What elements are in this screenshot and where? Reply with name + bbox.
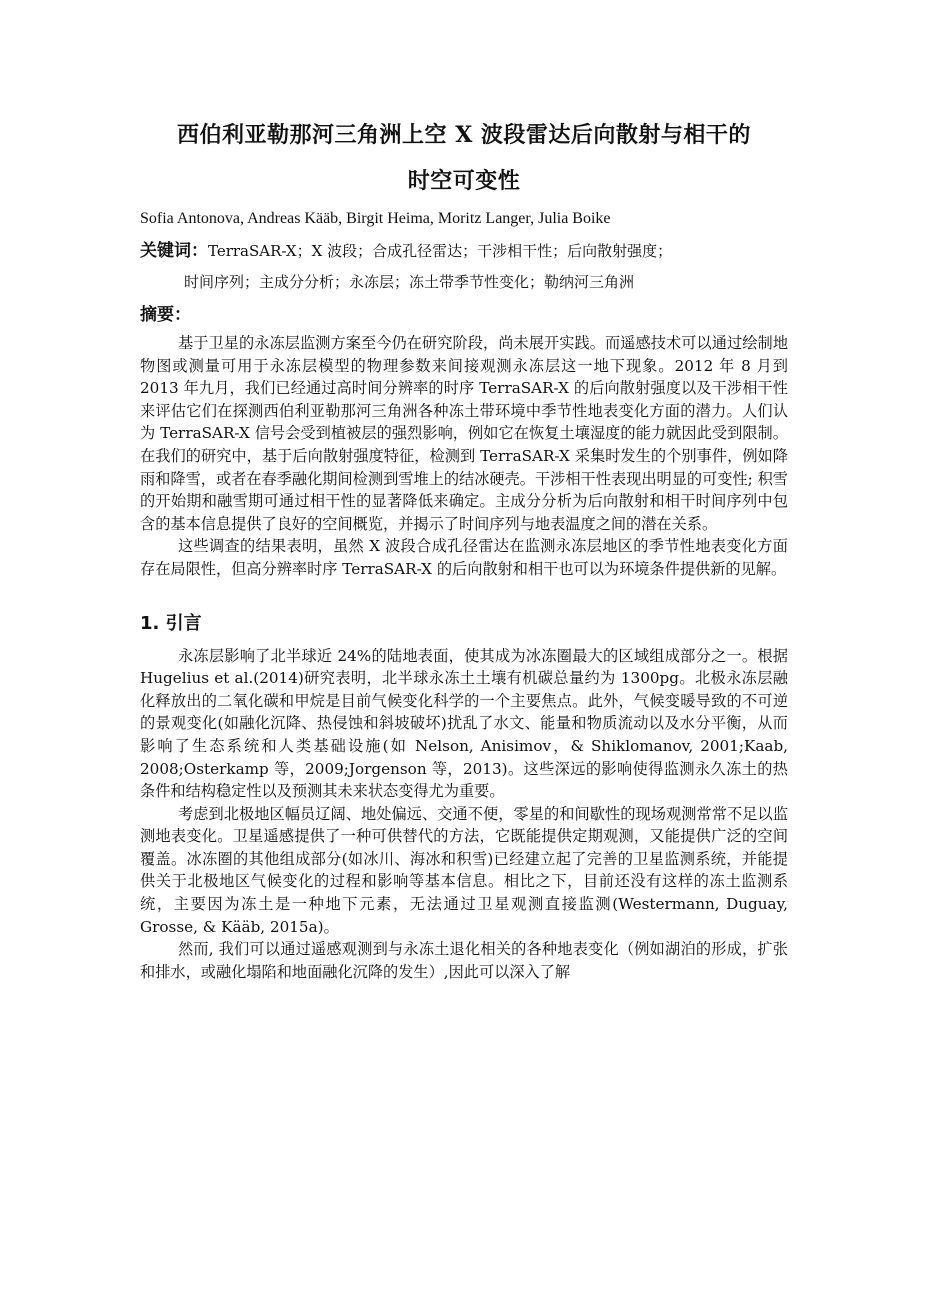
title-line-1: 西伯利亚勒那河三角洲上空 X 波段雷达后向散射与相干的 bbox=[177, 122, 751, 148]
paper-title bbox=[140, 112, 788, 204]
abstract-paragraph-1: 基于卫星的永冻层监测方案至今仍在研究阶段，尚未展开实践。而遥感技术可以通过绘制地物图或测量可用于永冻层模型的物理参数来间接观测永冻层这一地下现象。2012 年 8 月到 2013 年九月，我们已经通过高时间分辨率的时序 TerraSAR-X 的后向散射强度以及干涉相干性来评估它们在探测西伯利亚勒那河三角洲各种冻土带环境中季节性地表变化方面的潜力。人们认为 TerraSAR-X 信号会受到植被层的强烈影响，例如它在恢复土壤湿度的能力就因此受到限制。在我们的研究中，基于后向散射强度特征，检测到 TerraSAR-X 采集时发生的个别事件，例如降雨和降雪，或者在春季融化期间检测到雪堆上的结冰硬壳。干涉相干性表现出明显的可变性; 积雪的开始期和融雪期可通过相干性的显著降低来确定。主成分分析为后向散射和相干时间序列中包含的基本信息提供了良好的空间概览，并揭示了时间序列与地表温度之间的潜在关系。 bbox=[140, 334, 788, 533]
keywords-label: 关键词： bbox=[140, 241, 208, 261]
keywords-block bbox=[140, 236, 788, 298]
keywords-text-2: 时间序列；主成分分析；永冻层；冻土带季节性变化；勒纳河三角洲 bbox=[184, 273, 635, 291]
author-list: Sofia Antonova, Andreas Kääb, Birgit Heima, Moritz Langer, Julia Boike bbox=[140, 210, 611, 227]
intro-paragraph-3: 然而, 我们可以通过遥感观测到与永冻土退化相关的各种地表变化（例如湖泊的形成，扩张和排水，或融化塌陷和地面融化沉降的发生）,因此可以深入了解 bbox=[140, 940, 788, 981]
keywords-text-1: TerraSAR-X；X 波段；合成孔径雷达；干涉相干性；后向散射强度； bbox=[208, 242, 673, 260]
abstract-label: 摘要： bbox=[140, 305, 191, 325]
section-heading-introduction: 1. 引言 bbox=[140, 612, 202, 634]
title-line-2: 时空可变性 bbox=[407, 168, 521, 194]
paper-page bbox=[140, 112, 788, 983]
intro-paragraph-1: 永冻层影响了北半球近 24%的陆地表面，使其成为冰冻圈最大的区域组成部分之一。根据 Hugelius et al.(2014)研究表明，北半球永冻土土壤有机碳总量约为 1300pg。北极永冻层融化释放出的二氧化碳和甲烷是目前气候变化科学的一个主要焦点。此外，气候变暖导致的不可逆的景观变化(如融化沉降、热侵蚀和斜坡破坏)扰乱了水文、能量和物质流动以及水分平衡，从而影响了生态系统和人类基础设施(如 Nelson, Anisimov，& Shiklomanov, 2001;Kaab, 2008;Osterkamp 等，2009;Jorgenson 等，2013)。这些深远的影响使得监测永久冻土的热条件和结构稳定性以及预测其未来状态变得尤为重要。 bbox=[140, 646, 788, 801]
abstract-paragraph-2: 这些调查的结果表明，虽然 X 波段合成孔径雷达在监测永冻层地区的季节性地表变化方面存在局限性，但高分辨率时序 TerraSAR-X 的后向散射和相干也可以为环境条件提供新的见解。 bbox=[140, 537, 788, 578]
intro-paragraph-2: 考虑到北极地区幅员辽阔、地处偏远、交通不便，零星的和间歇性的现场观测常常不足以监测地表变化。卫星遥感提供了一种可供替代的方法，它既能提供定期观测，又能提供广泛的空间覆盖。冰冻圈的其他组成部分(如冰川、海冰和积雪)已经建立起了完善的卫星监测系统，并能提供关于北极地区气候变化的过程和影响等基本信息。相比之下，目前还没有这样的冻土监测系统，主要因为冻土是一种地下元素，无法通过卫星观测直接监测(Westermann, Duguay, Grosse, & Kääb, 2015a)。 bbox=[140, 804, 788, 936]
keywords-line-1 bbox=[140, 236, 788, 266]
